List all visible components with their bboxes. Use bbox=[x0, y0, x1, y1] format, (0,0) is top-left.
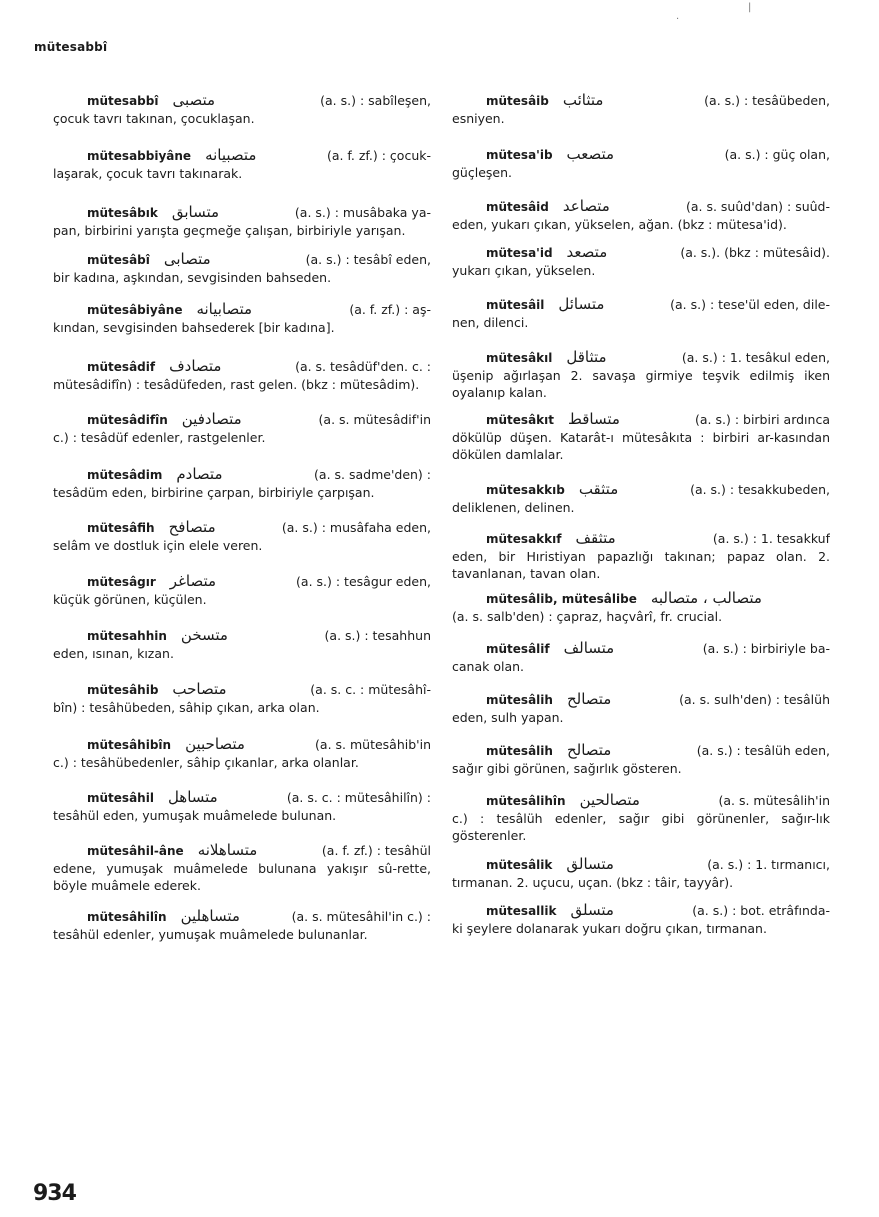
definition-start: (a. s. c. : mütesâhî- bbox=[310, 682, 431, 697]
dictionary-entry bbox=[53, 842, 431, 894]
definition-start: (a. s.) : tesakkubeden, bbox=[690, 482, 830, 497]
arabic-script: متصافح bbox=[168, 518, 216, 536]
entry-first-line bbox=[53, 147, 431, 165]
definition-start: (a. s. mütesâlih'in bbox=[718, 793, 830, 808]
definition-continuation: c.) : tesâhübedenler, sâhip çıkanlar, arka olanlar. bbox=[53, 755, 359, 770]
definition-start: (a. s.) : birbiri ardınca bbox=[695, 412, 830, 427]
headword: mütesâbî bbox=[87, 253, 150, 267]
arabic-script: متسابق bbox=[171, 203, 220, 221]
definition-start: (a. s.) : musâfaha eden, bbox=[281, 520, 431, 535]
entry-first-line bbox=[53, 519, 431, 537]
dictionary-entry bbox=[452, 146, 830, 181]
definition-start: (a. s.) : 1. tırmanıcı, bbox=[707, 857, 830, 872]
dictionary-entry bbox=[452, 92, 830, 127]
dictionary-entry bbox=[452, 296, 830, 331]
entry-first-line bbox=[53, 789, 431, 807]
arabic-script: متساقط bbox=[568, 410, 620, 428]
headword: mütesabbî bbox=[87, 94, 159, 108]
entry-first-line bbox=[452, 640, 830, 658]
headword: mütesâfih bbox=[87, 521, 155, 535]
definition-start: (a. s.) : 1. tesâkul eden, bbox=[681, 350, 830, 365]
definition-continuation: eden, bir Hıristiyan papazlığı takınan; papaz olan. 2. tavanlanan, tavan olan. bbox=[452, 549, 830, 581]
headword: mütesâbık bbox=[87, 206, 158, 220]
dictionary-entry bbox=[53, 301, 431, 336]
arabic-script: متثائب bbox=[562, 91, 604, 109]
dictionary-entry bbox=[452, 742, 830, 777]
entry-first-line bbox=[452, 296, 830, 314]
headword: mütesâhilîn bbox=[87, 910, 167, 924]
definition-continuation: eden, yukarı çıkan, yükselen, ağan. (bkz : mütesa'id). bbox=[452, 217, 787, 232]
definition-continuation: tesâdüm eden, birbirine çarpan, birbiriyle çarpışan. bbox=[53, 485, 375, 500]
definition-continuation: laşarak, çocuk tavrı takınarak. bbox=[53, 166, 243, 181]
headword: mütesakkıb bbox=[486, 483, 565, 497]
arabic-script: متساهلين bbox=[180, 907, 240, 925]
definition-continuation: (a. s. salb'den) : çapraz, haçvârî, fr. crucial. bbox=[452, 609, 723, 624]
dictionary-entry bbox=[53, 908, 431, 943]
definition-start: (a. s.) : 1. tesakkuf bbox=[712, 531, 830, 546]
headword: mütesâil bbox=[486, 298, 545, 312]
headword: mütesâid bbox=[486, 200, 549, 214]
definition-continuation: eden, sulh yapan. bbox=[452, 710, 564, 725]
headword: mütesa'ib bbox=[486, 148, 553, 162]
entry-first-line bbox=[53, 92, 431, 110]
definition-start: (a. s.) : tesahhun bbox=[324, 628, 431, 643]
definition-continuation: esniyen. bbox=[452, 111, 505, 126]
dictionary-entry bbox=[452, 856, 830, 891]
dictionary-entry bbox=[53, 573, 431, 608]
page-number: 934 bbox=[33, 1181, 76, 1206]
dictionary-entry bbox=[53, 736, 431, 771]
headword: mütesâlih bbox=[486, 693, 553, 707]
dictionary-entry bbox=[452, 792, 830, 844]
headword: mütesâlih bbox=[486, 744, 553, 758]
arabic-script: متصعد bbox=[566, 243, 608, 261]
definition-continuation: sağır gibi görünen, sağırlık gösteren. bbox=[452, 761, 682, 776]
entry-first-line bbox=[53, 681, 431, 699]
definition-start: (a. s.) : tesâgur eden, bbox=[296, 574, 431, 589]
arabic-script: متصالحين bbox=[579, 791, 640, 809]
definition-continuation: bîn) : tesâhübeden, sâhip çıkan, arka olan. bbox=[53, 700, 320, 715]
dictionary-entry bbox=[53, 147, 431, 182]
dictionary-entry bbox=[53, 466, 431, 501]
entry-first-line bbox=[452, 244, 830, 262]
definition-continuation: edene, yumuşak muâmelede bulunana yakışır sû-rette, böyle muâmele ederek. bbox=[53, 861, 431, 893]
dictionary-entry bbox=[53, 627, 431, 662]
arabic-script: متثقب bbox=[578, 480, 619, 498]
arabic-script: متصادف bbox=[169, 357, 222, 375]
arabic-script: متصاعد bbox=[562, 197, 610, 215]
entry-first-line bbox=[452, 902, 830, 920]
definition-continuation: yukarı çıkan, yükselen. bbox=[452, 263, 596, 278]
entry-first-line bbox=[53, 627, 431, 645]
headword: mütesâdifîn bbox=[87, 413, 168, 427]
entry-first-line bbox=[452, 481, 830, 499]
entry-first-line bbox=[452, 92, 830, 110]
definition-start: (a. s.) : tesâübeden, bbox=[704, 93, 830, 108]
headword: mütesâhibîn bbox=[87, 738, 172, 752]
entry-first-line bbox=[452, 198, 830, 216]
definition-continuation: deliklenen, delinen. bbox=[452, 500, 575, 515]
definition-start: (a. s.) : bot. etrâfında- bbox=[692, 903, 830, 918]
arabic-script: متثاقل bbox=[566, 348, 607, 366]
entry-first-line bbox=[452, 856, 830, 874]
entry-first-line bbox=[53, 466, 431, 484]
dictionary-entry bbox=[53, 519, 431, 554]
definition-continuation: güçleşen. bbox=[452, 165, 512, 180]
dictionary-entry bbox=[53, 251, 431, 286]
headword: mütesâbiyâne bbox=[87, 303, 183, 317]
arabic-script: متصاحبين bbox=[185, 735, 245, 753]
headword: mütesâgır bbox=[87, 575, 156, 589]
entry-first-line bbox=[452, 530, 830, 548]
definition-start: (a. s. mütesâhib'in bbox=[315, 737, 431, 752]
definition-continuation: çocuk tavrı takınan, çocuklaşan. bbox=[53, 111, 255, 126]
dictionary-entry bbox=[452, 640, 830, 675]
entry-first-line bbox=[452, 691, 830, 709]
headword: mütesahhin bbox=[87, 629, 167, 643]
headword: mütesa'id bbox=[486, 246, 553, 260]
dictionary-entry bbox=[452, 590, 830, 625]
definition-continuation: tesâhül edenler, yumuşak muâmelede bulunanlar. bbox=[53, 927, 368, 942]
entry-first-line bbox=[452, 742, 830, 760]
dictionary-entry bbox=[53, 204, 431, 239]
entry-first-line bbox=[53, 573, 431, 591]
definition-continuation: canak olan. bbox=[452, 659, 525, 674]
arabic-script: متصعب bbox=[566, 145, 615, 163]
entry-first-line bbox=[53, 301, 431, 319]
entry-first-line bbox=[452, 590, 830, 608]
definition-continuation: küçük görünen, küçülen. bbox=[53, 592, 207, 607]
dictionary-entry bbox=[452, 902, 830, 937]
dictionary-entry bbox=[452, 244, 830, 279]
entry-first-line bbox=[452, 411, 830, 429]
definition-start: (a. s.). (bkz : mütesâid). bbox=[680, 245, 830, 260]
definition-start: (a. f. zf.) : aş- bbox=[349, 302, 431, 317]
arabic-script: متصادم bbox=[176, 465, 223, 483]
arabic-script: متساهلانه bbox=[197, 841, 258, 859]
headword: mütesâdif bbox=[87, 360, 156, 374]
entry-first-line bbox=[53, 204, 431, 222]
definition-start: (a. s. suûd'dan) : suûd- bbox=[685, 199, 830, 214]
headword: mütesâlif bbox=[486, 642, 550, 656]
definition-start: (a. s.) : birbiriyle ba- bbox=[702, 641, 830, 656]
arabic-script: متصالح bbox=[566, 741, 612, 759]
arabic-script: متثقف bbox=[575, 529, 616, 547]
arabic-script: متصابى bbox=[163, 250, 211, 268]
headword: mütesâhib bbox=[87, 683, 159, 697]
entry-first-line bbox=[53, 411, 431, 429]
definition-continuation: pan, birbirini yarışta geçmeğe çalışan, birbiriyle yarışan. bbox=[53, 223, 406, 238]
arabic-script: متسلق bbox=[570, 901, 614, 919]
definition-continuation: bir kadına, aşkından, sevgisinden bahseden. bbox=[53, 270, 332, 285]
right-column bbox=[452, 92, 830, 947]
headword: mütesâhil-âne bbox=[87, 844, 184, 858]
arabic-script: متصالب ، متصالبه bbox=[650, 589, 762, 607]
arabic-script: متصاغر bbox=[169, 572, 217, 590]
definition-start: (a. s. c. : mütesâhilîn) : bbox=[286, 790, 431, 805]
definition-continuation: nen, dilenci. bbox=[452, 315, 529, 330]
headword: mütesakkıf bbox=[486, 532, 562, 546]
headword: mütesâib bbox=[486, 94, 549, 108]
arabic-script: متصالح bbox=[566, 690, 612, 708]
left-column bbox=[53, 92, 431, 953]
arabic-script: متصبيانه bbox=[205, 146, 257, 164]
definition-continuation: c.) : tesâdüf edenler, rastgelenler. bbox=[53, 430, 266, 445]
dictionary-entry bbox=[53, 789, 431, 824]
headword: mütesâlik bbox=[486, 858, 553, 872]
definition-start: (a. s.) : tesâlüh eden, bbox=[696, 743, 830, 758]
definition-start: (a. s. sulh'den) : tesâlüh bbox=[679, 692, 830, 707]
headword: mütesâlib, mütesâlibe bbox=[486, 592, 637, 606]
definition-start: (a. s. tesâdüf'den. c. : bbox=[295, 359, 431, 374]
definition-start: (a. s. mütesâhil'in c.) : bbox=[291, 909, 431, 924]
arabic-script: متسالق bbox=[566, 855, 614, 873]
dictionary-entry bbox=[53, 92, 431, 127]
arabic-script: متسخن bbox=[180, 626, 228, 644]
entry-first-line bbox=[53, 251, 431, 269]
headword: mütesâhil bbox=[87, 791, 154, 805]
dictionary-entry bbox=[452, 691, 830, 726]
definition-continuation: c.) : tesâlüh edenler, sağır gibi görünenler, sağır-lık gösterenler. bbox=[452, 811, 830, 843]
arabic-script: متصابيانه bbox=[196, 300, 253, 318]
dictionary-entry bbox=[53, 411, 431, 446]
definition-continuation: ki şeylere dolanarak yukarı doğru çıkan, tırmanan. bbox=[452, 921, 767, 936]
dictionary-entry bbox=[53, 358, 431, 393]
arabic-script: متساهل bbox=[167, 788, 218, 806]
definition-continuation: tesâhül eden, yumuşak muâmelede bulunan. bbox=[53, 808, 337, 823]
dictionary-entry bbox=[53, 681, 431, 716]
headword: mütesâdim bbox=[87, 468, 163, 482]
entry-first-line bbox=[53, 736, 431, 754]
definition-start: (a. s. mütesâdif'in bbox=[318, 412, 431, 427]
arabic-script: متسائل bbox=[558, 295, 605, 313]
definition-continuation: selâm ve dostluk için elele veren. bbox=[53, 538, 263, 553]
headword: mütesâkıt bbox=[486, 413, 554, 427]
definition-continuation: mütesâdifîn) : tesâdüfeden, rast gelen. (bkz : mütesâdim). bbox=[53, 377, 420, 392]
dictionary-entry bbox=[452, 349, 830, 401]
definition-continuation: tırmanan. 2. uçucu, uçan. (bkz : tâir, tayyâr). bbox=[452, 875, 734, 890]
dictionary-entry bbox=[452, 411, 830, 463]
definition-start: (a. s.) : sabîleşen, bbox=[320, 93, 431, 108]
running-head: mütesabbî bbox=[34, 40, 108, 54]
arabic-script: متصادفين bbox=[181, 410, 242, 428]
scan-mark: | bbox=[748, 2, 752, 13]
dictionary-entry bbox=[452, 481, 830, 516]
headword: mütesâlihîn bbox=[486, 794, 566, 808]
definition-start: (a. s.) : tese'ül eden, dile- bbox=[670, 297, 830, 312]
definition-start: (a. s.) : tesâbî eden, bbox=[305, 252, 431, 267]
dictionary-entry bbox=[452, 530, 830, 582]
arabic-script: متسالف bbox=[563, 639, 615, 657]
definition-start: (a. s. sadme'den) : bbox=[314, 467, 431, 482]
definition-start: (a. f. zf.) : çocuk- bbox=[326, 148, 431, 163]
headword: mütesallik bbox=[486, 904, 557, 918]
definition-start: (a. f. zf.) : tesâhül bbox=[321, 843, 431, 858]
definition-start: (a. s.) : musâbaka ya- bbox=[294, 205, 431, 220]
arabic-script: متصبى bbox=[172, 91, 216, 109]
entry-first-line bbox=[452, 146, 830, 164]
definition-continuation: kından, sevgisinden bahsederek [bir kadına]. bbox=[53, 320, 335, 335]
entry-first-line bbox=[53, 908, 431, 926]
entry-first-line bbox=[53, 842, 431, 860]
entry-first-line bbox=[53, 358, 431, 376]
definition-continuation: eden, ısınan, kızan. bbox=[53, 646, 174, 661]
arabic-script: متصاحب bbox=[172, 680, 227, 698]
entry-first-line bbox=[452, 792, 830, 810]
definition-continuation: üşenip ağırlaşan 2. savaşa girmiye teşvik edilmiş iken oyalanıp kalan. bbox=[452, 368, 830, 400]
dictionary-entry bbox=[452, 198, 830, 233]
definition-start: (a. s.) : güç olan, bbox=[724, 147, 830, 162]
entry-first-line bbox=[452, 349, 830, 367]
headword: mütesâkıl bbox=[486, 351, 553, 365]
scan-mark: · bbox=[676, 14, 680, 25]
headword: mütesabbiyâne bbox=[87, 149, 192, 163]
definition-continuation: dökülüp düşen. Katarât-ı mütesâkıta : birbiri ar-kasından dökülen damlalar. bbox=[452, 430, 830, 462]
